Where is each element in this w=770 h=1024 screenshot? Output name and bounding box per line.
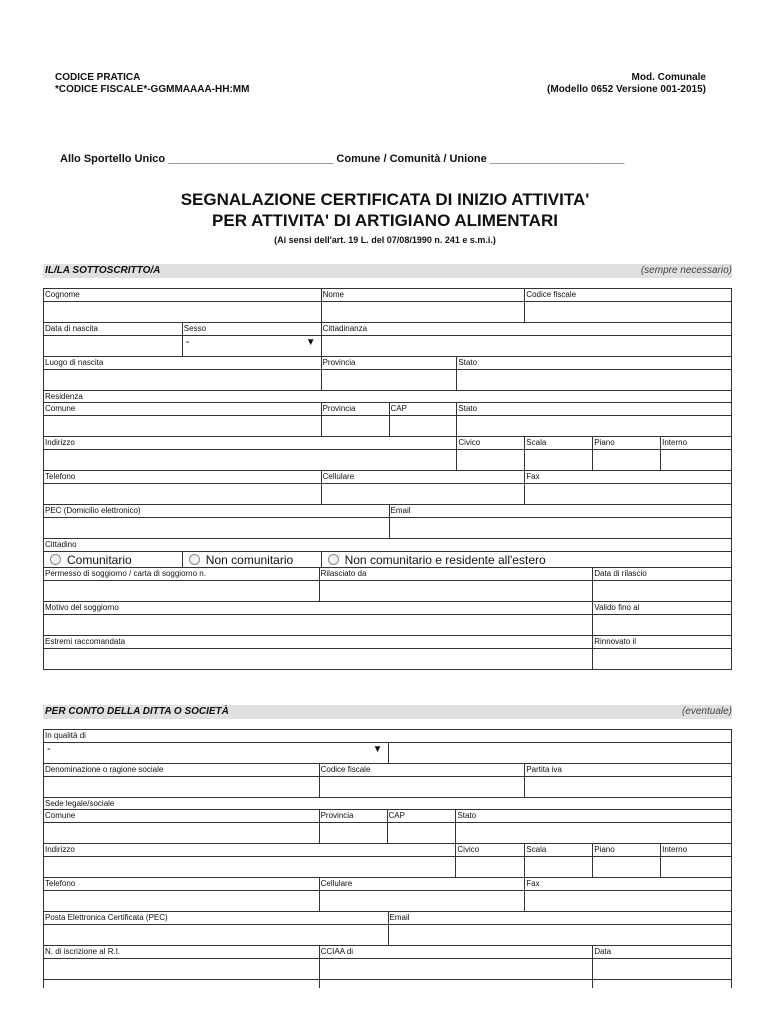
label-data-rilascio: Data di rilascio (593, 568, 732, 581)
input-partita-iva[interactable] (525, 777, 732, 798)
label-ditta-scala: Scala (525, 844, 593, 857)
input-ditta-indirizzo[interactable] (44, 857, 456, 878)
header-left (55, 72, 249, 96)
input-piano[interactable] (593, 450, 661, 471)
input-ditta-piano[interactable] (593, 857, 661, 878)
input-civico[interactable] (457, 450, 525, 471)
section-title: PER CONTO DELLA DITTA O SOCIETÀ (45, 706, 229, 717)
input-permesso[interactable] (44, 581, 320, 602)
input-ditta-cellulare[interactable] (320, 891, 526, 912)
label-piano: Piano (593, 437, 661, 450)
input-ditta-pec[interactable] (44, 925, 389, 946)
input-ditta-comune[interactable] (44, 823, 320, 844)
input-provincia[interactable] (322, 370, 458, 391)
comune-unione: Comune / Comunità / Unione ______________________ (336, 153, 625, 165)
label-interno: Interno (661, 437, 732, 450)
dropdown-arrow-icon: ▼ (305, 337, 316, 348)
codice-pratica: CODICE PRATICA (55, 72, 141, 83)
codice-fiscale-pattern: *CODICE FISCALE*-GGMMAAAA-HH:MM (55, 84, 250, 95)
label-denominazione: Denominazione o ragione sociale (44, 764, 320, 777)
label-motivo: Motivo del soggiorno (44, 602, 593, 615)
select-qualita[interactable] (44, 743, 389, 764)
input-cellulare[interactable] (322, 484, 526, 505)
form-ditta (43, 729, 732, 988)
select-sesso[interactable] (183, 336, 322, 357)
label-email: Email (390, 505, 733, 518)
label-ditta-stato: Stato (456, 810, 732, 823)
next-row-cell (593, 980, 732, 988)
input-ditta-provincia[interactable] (320, 823, 388, 844)
input-ditta-stato[interactable] (456, 823, 732, 844)
label-sesso: Sesso (183, 323, 322, 336)
input-cittadinanza[interactable] (322, 336, 732, 357)
label-ditta-civico: Civico (456, 844, 525, 857)
label-cap: CAP (390, 403, 458, 416)
label-sede: Sede legale/sociale (44, 798, 732, 810)
label-data: Data (593, 946, 732, 959)
label-data-nascita: Data di nascita (44, 323, 183, 336)
input-data-nascita[interactable] (44, 336, 183, 357)
input-valido[interactable] (593, 615, 732, 636)
label-ditta-pec: Posta Elettronica Certificata (PEC) (44, 912, 389, 925)
label-ditta-comune: Comune (44, 810, 320, 823)
label-cellulare: Cellulare (322, 471, 526, 484)
input-telefono[interactable] (44, 484, 322, 505)
modello-versione: (Modello 0652 Versione 001-2015) (547, 84, 706, 95)
label-cciaa: CCIAA di (320, 946, 594, 959)
label-ditta-piano: Piano (593, 844, 661, 857)
input-fax[interactable] (525, 484, 732, 505)
label-pec: PEC (Domicilio elettronico) (44, 505, 390, 518)
input-stato[interactable] (457, 370, 732, 391)
input-pec[interactable] (44, 518, 390, 539)
label-ditta-email: Email (389, 912, 733, 925)
input-luogo-nascita[interactable] (44, 370, 322, 391)
input-data-rilascio[interactable] (593, 581, 732, 602)
label-ditta-provincia: Provincia (320, 810, 388, 823)
dropdown-arrow-icon: ▼ (372, 744, 383, 755)
label-estremi: Estremi raccomandata (44, 636, 593, 649)
option-label: Non comunitario e residente all'estero (344, 552, 546, 567)
radio-circle-icon (50, 554, 61, 565)
label-ditta-cf: Codice fiscale (320, 764, 526, 777)
radio-non-comunitario-estero[interactable] (322, 552, 732, 568)
label-cittadinanza: Cittadinanza (322, 323, 732, 336)
label-nome: Nome (322, 289, 526, 302)
form-sottoscritto (43, 288, 732, 670)
header-right (547, 72, 706, 96)
form-title-legal: (Ai sensi dell'art. 19 L. del 07/08/1990 n. 241 e s.m.i.) (274, 235, 496, 245)
input-ditta-interno[interactable] (661, 857, 732, 878)
input-interno[interactable] (661, 450, 732, 471)
label-civico: Civico (457, 437, 525, 450)
label-residenza: Residenza (44, 391, 732, 403)
input-res-provincia[interactable] (322, 416, 390, 437)
section-ditta (43, 705, 732, 719)
input-cap[interactable] (390, 416, 458, 437)
input-denominazione[interactable] (44, 777, 320, 798)
label-rinnovato: Rinnovato il (593, 636, 732, 649)
label-fax: Fax (525, 471, 732, 484)
input-email[interactable] (390, 518, 733, 539)
label-qualita: In qualità di (44, 730, 732, 743)
label-provincia: Provincia (322, 357, 458, 370)
section-sottoscritto (43, 264, 732, 278)
radio-circle-icon (189, 554, 200, 565)
label-res-stato: Stato (457, 403, 732, 416)
input-ditta-scala[interactable] (525, 857, 593, 878)
input-ditta-cap[interactable] (388, 823, 457, 844)
label-luogo-nascita: Luogo di nascita (44, 357, 322, 370)
label-permesso: Permesso di soggiorno / carta di soggiorno n. (44, 568, 320, 581)
input-nome[interactable] (322, 302, 526, 323)
label-indirizzo: Indirizzo (44, 437, 457, 450)
label-cognome: Cognome (44, 289, 322, 302)
input-res-stato[interactable] (457, 416, 732, 437)
input-ditta-telefono[interactable] (44, 891, 320, 912)
input-scala[interactable] (525, 450, 593, 471)
input-data[interactable] (593, 959, 732, 980)
input-estremi[interactable] (44, 649, 593, 670)
input-qualita-altro[interactable] (389, 743, 733, 764)
section-note: (eventuale) (681, 706, 732, 717)
label-ditta-interno: Interno (661, 844, 732, 857)
label-ditta-cap: CAP (388, 810, 457, 823)
label-partita-iva: Partita iva (525, 764, 732, 777)
input-ditta-fax[interactable] (525, 891, 732, 912)
mod-comunale: Mod. Comunale (631, 72, 706, 83)
label-ditta-telefono: Telefono (44, 878, 320, 891)
sportello-unico: Allo Sportello Unico ___________________________ (60, 153, 334, 165)
label-ditta-indirizzo: Indirizzo (44, 844, 456, 857)
input-cognome[interactable] (44, 302, 322, 323)
label-cittadino: Cittadino (44, 539, 732, 552)
qualita-value: - (47, 743, 51, 755)
input-rilasciato[interactable] (320, 581, 594, 602)
label-comune: Comune (44, 403, 322, 416)
label-telefono: Telefono (44, 471, 322, 484)
label-rilasciato: Rilasciato da (320, 568, 594, 581)
form-title-line1: SEGNALAZIONE CERTIFICATA DI INIZIO ATTIVITA' (180, 190, 590, 209)
input-cciaa[interactable] (320, 959, 594, 980)
sportello-line (60, 153, 710, 165)
next-row-cell (320, 980, 594, 988)
input-motivo[interactable] (44, 615, 593, 636)
input-codice-fiscale[interactable] (525, 302, 732, 323)
input-iscrizione[interactable] (44, 959, 320, 980)
label-codice-fiscale: Codice fiscale (525, 289, 732, 302)
label-scala: Scala (525, 437, 593, 450)
label-iscrizione: N. di iscrizione al R.I. (44, 946, 320, 959)
next-row-cell (44, 980, 320, 988)
label-stato: Stato (457, 357, 732, 370)
input-ditta-email[interactable] (389, 925, 733, 946)
option-label: Non comunitario (205, 552, 294, 567)
label-ditta-fax: Fax (525, 878, 732, 891)
section-note: (sempre necessario) (640, 265, 732, 276)
radio-non-comunitario[interactable] (183, 552, 322, 568)
input-indirizzo[interactable] (44, 450, 457, 471)
input-ditta-cf[interactable] (320, 777, 526, 798)
label-valido: Valido fino al (593, 602, 732, 615)
radio-circle-icon (328, 554, 339, 565)
input-ditta-civico[interactable] (456, 857, 525, 878)
section-title: IL/LA SOTTOSCRITTO/A (45, 265, 161, 276)
radio-comunitario[interactable] (44, 552, 183, 568)
label-ditta-cellulare: Cellulare (320, 878, 526, 891)
sesso-value: - (185, 336, 190, 348)
option-label: Comunitario (67, 552, 132, 567)
input-comune[interactable] (44, 416, 322, 437)
input-rinnovato[interactable] (593, 649, 732, 670)
form-title-line2: PER ATTIVITA' DI ARTIGIANO ALIMENTARI (212, 211, 558, 230)
label-res-provincia: Provincia (322, 403, 390, 416)
